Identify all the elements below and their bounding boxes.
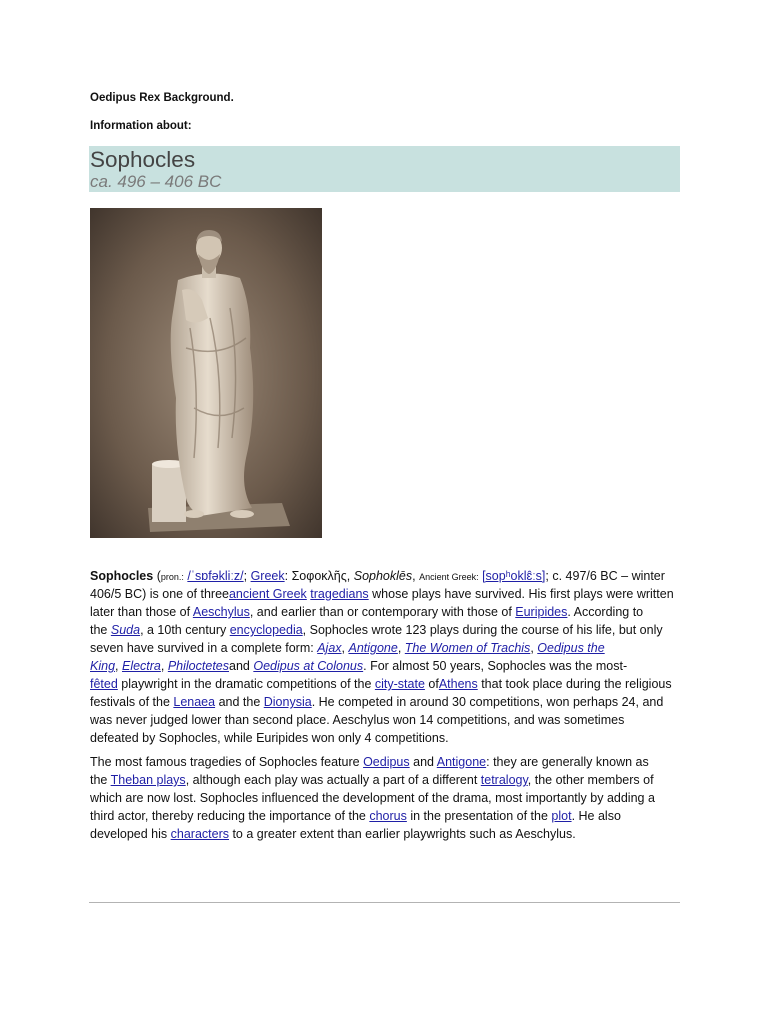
text-run: , Sophocles wrote 123 plays during the course of his life, but only	[302, 623, 663, 637]
text-run: in the presentation of the	[406, 809, 552, 823]
link-oedipus[interactable]: Oedipus	[363, 755, 410, 769]
link-oedipus-the[interactable]: Oedipus the	[537, 641, 605, 655]
link-feted[interactable]: fêted	[90, 677, 118, 691]
text-run: of	[424, 677, 439, 691]
text-line	[90, 657, 674, 675]
link-theban-plays[interactable]: Theban plays	[110, 773, 186, 787]
text-run: the	[90, 623, 111, 637]
link-greek[interactable]: Greek	[250, 569, 285, 583]
text-run: The most famous tragedies of Sophocles feature	[90, 755, 364, 769]
portrait-photo	[90, 208, 322, 538]
text-run: : Σοφοκλῆς,	[284, 569, 354, 583]
text-line	[90, 675, 674, 693]
text-line	[90, 639, 674, 657]
text-run: whose plays have survived. His first plays were written	[368, 587, 674, 601]
infobox-header	[89, 146, 680, 192]
text-line	[90, 825, 655, 843]
text-run: defeated by Sophocles, while Euripides won only 4 competitions.	[90, 731, 449, 745]
text-run: and	[409, 755, 437, 769]
text-run: . For almost 50 years, Sophocles was the most-	[363, 659, 628, 673]
link-city-state[interactable]: city-state	[374, 677, 425, 691]
link-tragedians[interactable]: tragedians	[310, 587, 369, 601]
text-run: , a 10th century	[140, 623, 230, 637]
link-characters[interactable]: characters	[170, 827, 229, 841]
link-ajax[interactable]: Ajax	[317, 641, 342, 655]
text-run: developed his	[90, 827, 171, 841]
text-run: . He competed in around 30 competitions, won perhaps 24, and	[311, 695, 664, 709]
link-dionysia[interactable]: Dionysia	[263, 695, 312, 709]
link-tetralogy[interactable]: tetralogy	[480, 773, 528, 787]
text-line	[90, 807, 655, 825]
text-run: , the other members of	[527, 773, 654, 787]
text-run: seven have survived in a complete form:	[90, 641, 318, 655]
text-run: the	[90, 773, 111, 787]
text-run: festivals of the	[90, 695, 174, 709]
link-electra[interactable]: Electra	[121, 659, 161, 673]
text-run: ,	[412, 569, 420, 583]
text-line	[90, 789, 655, 807]
body-paragraph	[90, 753, 655, 843]
text-line	[90, 753, 655, 771]
text-line	[90, 585, 674, 603]
document-title: Oedipus Rex Background.	[90, 92, 234, 104]
label-text: pron.:	[160, 572, 184, 582]
link-the-women-of-trachis[interactable]: The Women of Trachis	[404, 641, 531, 655]
text-run: ; c. 497/6 BC – winter	[545, 569, 665, 583]
link-athens[interactable]: Athens	[438, 677, 478, 691]
text-run: playwright in the dramatic competitions of the	[117, 677, 375, 691]
text-run: third actor, thereby reducing the importance of the	[90, 809, 370, 823]
link-sop-okl-s[interactable]: [sopʰoklɛ̂ːs]	[482, 569, 546, 583]
italic-text: Sophoklēs	[353, 569, 413, 583]
text-run: , and earlier than or contemporary with those of	[249, 605, 516, 619]
text-run: and	[229, 659, 254, 673]
link-lenaea[interactable]: Lenaea	[173, 695, 216, 709]
text-line	[90, 771, 655, 789]
text-line	[90, 711, 674, 729]
document-subtitle: Information about:	[90, 120, 192, 132]
link-ancient-greek[interactable]: ancient Greek	[228, 587, 307, 601]
link-oedipus-at-colonus[interactable]: Oedipus at Colonus	[253, 659, 364, 673]
text-run: . He also	[571, 809, 621, 823]
text-run: (	[153, 569, 161, 583]
infobox-dates: ca. 496 – 406 BC	[90, 172, 222, 191]
text-run: . According to	[567, 605, 644, 619]
text-run: : they are generally known as	[486, 755, 649, 769]
text-run: ,	[397, 641, 405, 655]
horizontal-rule	[89, 902, 680, 903]
body-paragraph	[90, 567, 674, 747]
statue-image	[90, 208, 322, 538]
infobox-name: Sophocles	[90, 147, 196, 172]
text-run: which are now lost. Sophocles influenced the development of the drama, most importantly by adding a	[90, 791, 655, 805]
text-run: was never judged lower than second place. Aeschylus won 14 competitions, and was sometimes	[90, 713, 625, 727]
bold-text: Sophocles	[90, 569, 154, 583]
text-run: to a greater extent than earlier playwrights such as Aeschylus.	[228, 827, 576, 841]
label-text: Ancient Greek:	[419, 572, 479, 582]
text-run: ;	[243, 569, 251, 583]
text-run: ,	[341, 641, 349, 655]
link-antigone[interactable]: Antigone	[436, 755, 487, 769]
text-run: ,	[160, 659, 168, 673]
text-line	[90, 603, 674, 621]
link-philoctetes[interactable]: Philoctetes	[167, 659, 229, 673]
link-euripides[interactable]: Euripides	[515, 605, 568, 619]
link-antigone[interactable]: Antigone	[348, 641, 398, 655]
text-run: ,	[115, 659, 122, 673]
text-line	[90, 693, 674, 711]
link-s-f-kli-z[interactable]: /ˈsɒfəkliːz/	[187, 569, 244, 583]
text-run: that took place during the religious	[477, 677, 672, 691]
text-run: and the	[215, 695, 264, 709]
text-run: , although each play was actually a part of a different	[185, 773, 481, 787]
text-line	[90, 729, 674, 747]
link-chorus[interactable]: chorus	[369, 809, 407, 823]
link-encyclopedia[interactable]: encyclopedia	[229, 623, 303, 637]
link-plot[interactable]: plot	[551, 809, 572, 823]
text-run: ,	[530, 641, 538, 655]
text-run: 406/5 BC) is one of three	[90, 587, 229, 601]
text-line	[90, 621, 674, 639]
text-run: later than those of	[90, 605, 193, 619]
link-suda[interactable]: Suda	[110, 623, 141, 637]
link-king[interactable]: King	[90, 659, 116, 673]
text-line	[90, 567, 674, 585]
link-aeschylus[interactable]: Aeschylus	[192, 605, 250, 619]
